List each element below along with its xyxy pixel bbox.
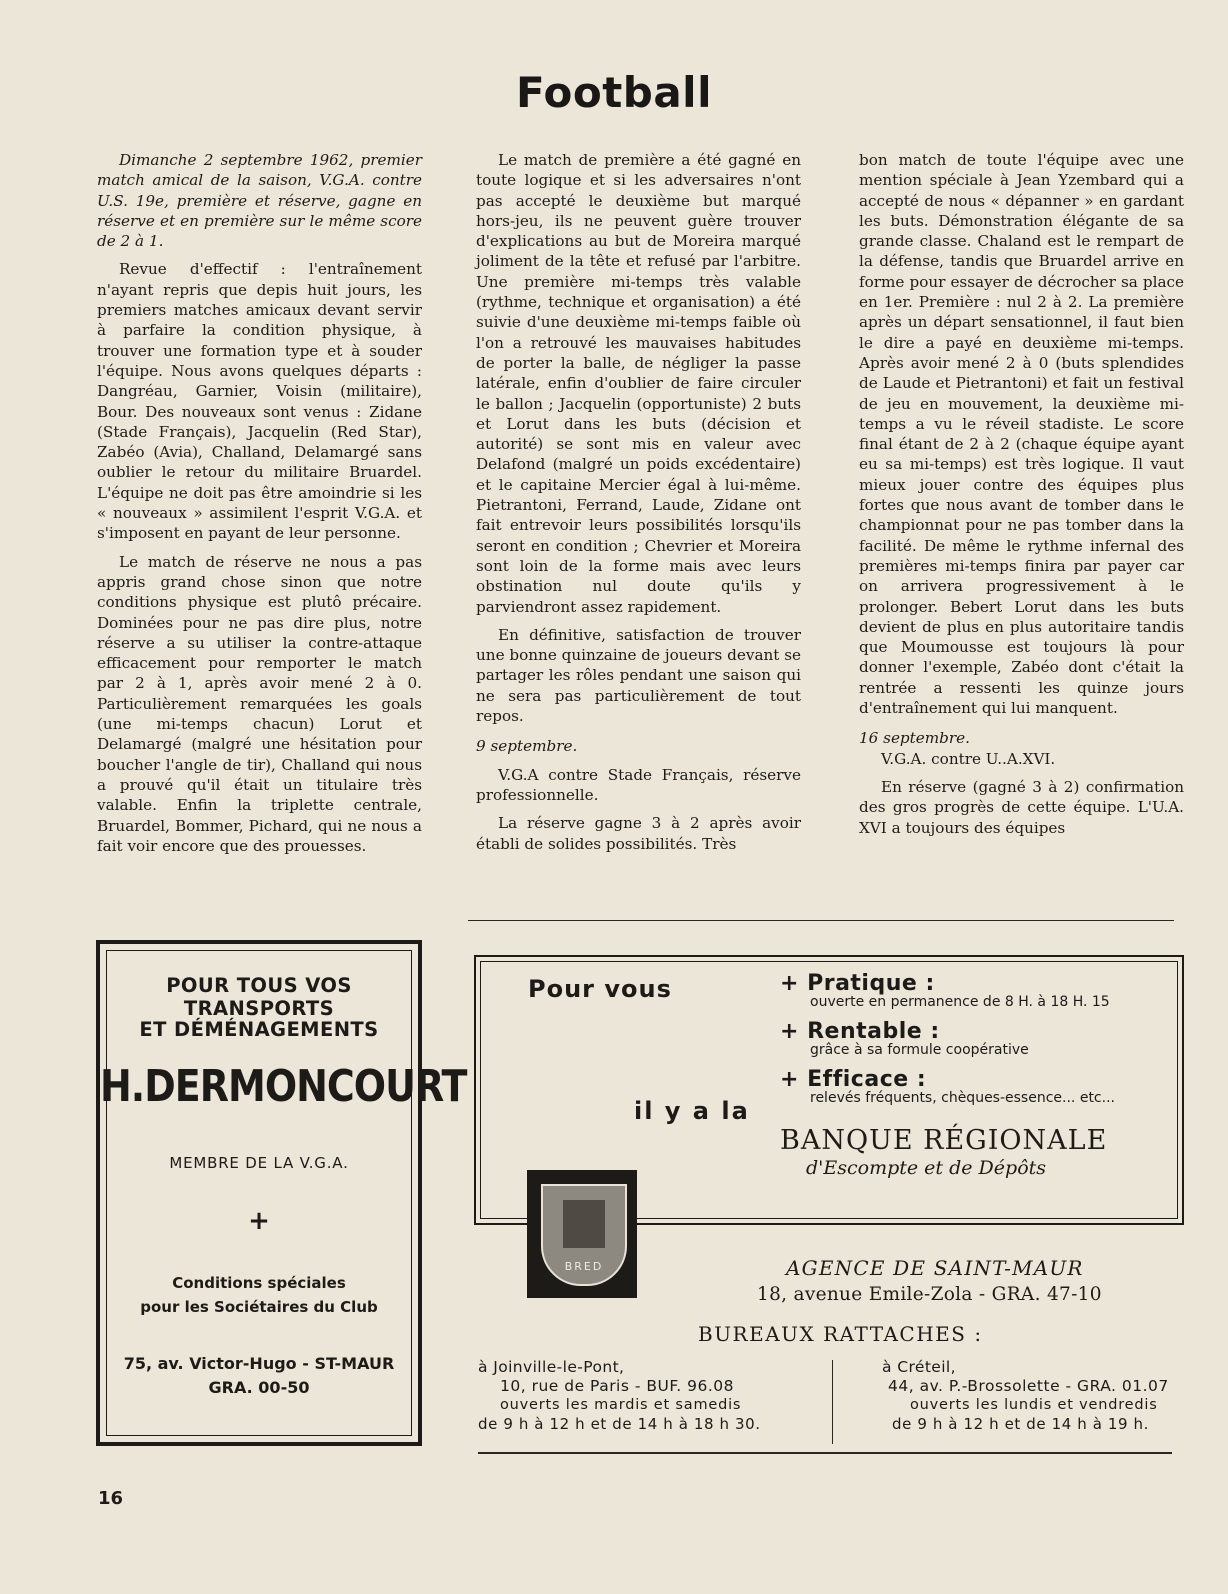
- branch-address: 44, av. P.-Brossolette - GRA. 01.07: [888, 1377, 1169, 1395]
- bred-logo-icon: [527, 1170, 637, 1298]
- article-paragraph: En définitive, satisfaction de trouver une bonne quinzaine de joueurs devant se partager les rôles pendant une saison qui ne sera pas particulièrement de tout repos.: [476, 625, 801, 726]
- branch-hours: de 9 h à 12 h et de 14 h à 18 h 30.: [478, 1415, 761, 1433]
- ad-company-name: H.DERMONCOURT: [100, 1060, 467, 1112]
- cross-icon: +: [248, 1206, 270, 1236]
- bottom-rule: [478, 1452, 1172, 1454]
- feature-pratique: [780, 971, 1110, 1010]
- article-paragraph: La réserve gagne 3 à 2 après avoir établi de solides possibilités. Très: [476, 814, 801, 853]
- branches-heading: BUREAUX RATTACHES :: [698, 1322, 983, 1346]
- feature-detail: ouverte en permanence de 8 H. à 18 H. 15: [810, 994, 1110, 1010]
- branch-days: ouverts les lundis et vendredis: [910, 1397, 1158, 1413]
- article-paragraph: V.G.A contre Stade Français, réserve professionnelle.: [476, 765, 801, 804]
- ad-conditions-2: pour les Sociétaires du Club: [140, 1298, 378, 1316]
- bank-subtitle: d'Escompte et de Dépôts: [806, 1157, 1047, 1179]
- feature-detail: relevés fréquents, chèques-essence... etc...: [810, 1090, 1115, 1106]
- branch-address: 10, rue de Paris - BUF. 96.08: [500, 1377, 735, 1395]
- ad-headline-2: ET DÉMÉNAGEMENTS: [139, 1018, 379, 1041]
- feature-detail: grâce à sa formule coopérative: [810, 1042, 1029, 1058]
- article-paragraph: bon match de toute l'équipe avec une mention spéciale à Jean Yzembard qui a accepté de nous « dépanner » en gardant les buts. Démonstration élégante de sa grande classe. Chaland est le rempart de la défense, tandis que Bruardel arrive en forme pour essayer de décrocher sa place en 1er. Première : nul 2 à 2. La première après un départ sensationnel, il faut bien le dire a payé en deuxième mi-temps. Après avoir mené 2 à 0 (buts splendides de Laude et Pietrantoni) et fait un festival de jeu en mouvement, la deuxième mi-temps a vu le réveil stadiste. Le score final étant de 2 à 2 (chaque équipe ayant eu sa mi-temps) est très logique. Il vaut mieux jouer contre des équipes plus fortes que nous avant de tomber dans le championnat pour ne pas tomber dans la facilité. De même le rythme infernal des premières mi-temps finira par payer car on arrivera progressivement à le prolonger. Bebert Lorut dans les buts devient de plus en plus autoritaire tandis que Moumousse est toujours là pour donner l'exemple, Zabéo dont c'était la rentrée a ressenti les quinze jours d'entraînement qui lui manquent.: [859, 151, 1184, 718]
- ad-dermoncourt: [96, 940, 467, 1446]
- branch-town: à Créteil,: [882, 1358, 956, 1376]
- page-number: 16: [98, 1488, 124, 1509]
- ad-address: 75, av. Victor-Hugo - ST-MAUR: [123, 1354, 395, 1373]
- ad-il-y-a-la: il y a la: [634, 1097, 750, 1125]
- section-divider: [468, 920, 1174, 921]
- bank-name: BANQUE RÉGIONALE: [780, 1125, 1108, 1156]
- article-paragraph: En réserve (gagné 3 à 2) confirmation des gros progrès de cette équipe. L'U.A. XVI a toujours des équipes: [859, 777, 1184, 837]
- article-title: Football: [516, 68, 712, 117]
- agency-address: 18, avenue Emile-Zola - GRA. 47-10: [757, 1284, 1102, 1305]
- feature-heading: + Pratique :: [780, 971, 935, 996]
- article-paragraph: Dimanche 2 septembre 1962, premier match amical de la saison, V.G.A. contre U.S. 19e, première et réserve, gagne en réserve et en première sur le même score de 2 à 1.: [97, 151, 422, 251]
- agency-title: AGENCE DE SAINT-MAUR: [786, 1256, 1084, 1280]
- article-column-2: [476, 150, 801, 862]
- article-paragraph: V.G.A. contre U..A.XVI.: [881, 749, 1056, 768]
- castle-icon: [563, 1200, 605, 1248]
- branch-days: ouverts les mardis et samedis: [500, 1397, 742, 1413]
- ad-headline-1: POUR TOUS VOS TRANSPORTS: [166, 974, 352, 1020]
- ad-conditions-1: Conditions spéciales: [172, 1274, 346, 1292]
- article-date: 9 septembre.: [476, 737, 578, 756]
- article-column-3: [859, 150, 1184, 846]
- feature-efficace: [780, 1067, 1115, 1106]
- branch-creteil: [882, 1358, 1169, 1434]
- branch-town: à Joinville-le-Pont,: [478, 1358, 625, 1376]
- ad-member-line: MEMBRE DE LA V.G.A.: [169, 1154, 349, 1172]
- feature-heading: + Efficace :: [780, 1067, 927, 1092]
- ad-phone: GRA. 00-50: [208, 1378, 310, 1397]
- branch-joinville: [478, 1358, 761, 1434]
- feature-heading: + Rentable :: [780, 1019, 940, 1044]
- ad-pour-vous: Pour vous: [528, 975, 672, 1003]
- logo-text: BRED: [564, 1260, 604, 1273]
- article-paragraph: Le match de première a été gagné en toute logique et si les adversaires n'ont pas accepté le deuxième but marqué hors-jeu, ils ne peuvent guère trouver d'explications au but de Moreira marqué joliment de la tête et refusé par l'arbitre. Une première mi-temps très valable (rythme, technique et organisation) a été suivie d'une deuxième mi-temps faible où l'on a retrouvé les mauvaises habitudes de porter la balle, de négliger la passe latérale, enfin d'oublier de faire circuler le ballon ; Jacquelin (opportuniste) 2 buts et Lorut dans les buts (décision et autorité) se sont mis en valeur avec Delafond (malgré un poids excédentaire) et le capitaine Mercier égal à lui-même. Pietrantoni, Ferrand, Laude, Zidane ont fait entrevoir leurs possibilités lorsqu'ils seront en condition ; Chevrier et Moreira sont loin de la forme mais avec leurs obstination nul doute qu'ils y parviendront assez rapidement.: [476, 151, 801, 616]
- branch-divider: [832, 1360, 833, 1444]
- shield-icon: [541, 1184, 627, 1286]
- branch-hours: de 9 h à 12 h et de 14 h à 19 h.: [892, 1415, 1150, 1433]
- feature-rentable: [780, 1019, 1029, 1058]
- article-column-1: [97, 150, 422, 864]
- article-paragraph: Le match de réserve ne nous a pas appris grand chose sinon que notre conditions physique est plutô précaire. Dominées pour ne pas dire plus, notre réserve a su utiliser la contre-attaque efficacement pour remporter le match par 2 à 1, après avoir mené 2 à 0. Particulièrement remarquées les goals (une mi-temps chacun) Lorut et Delamargé (malgré une hésitation pour boucher l'angle de tir), Challand qui nous a prouvé qu'il était un titulaire très valable. Enfin la triplette centrale, Bruardel, Bommer, Pichard, qui ne nous a fait voir encore que des prouesses.: [97, 552, 422, 855]
- article-paragraph: Revue d'effectif : l'entraînement n'ayant repris que depis huit jours, les premiers matches amicaux devant servir à parfaire la condition physique, à trouver une formation type et à souder l'équipe. Nous avons quelques départs : Dangréau, Garnier, Voisin (militaire), Bour. Des nouveaux sont venus : Zidane (Stade Français), Jacquelin (Red Star), Zabéo (Avia), Challand, Delamargé sans oublier le retour du militaire Bruardel. L'équipe ne doit pas être amoindrie si les « nouveaux » assimilent l'esprit V.G.A. et s'imposent en payant de leur personne.: [97, 260, 422, 543]
- article-date: 16 septembre.: [859, 729, 970, 748]
